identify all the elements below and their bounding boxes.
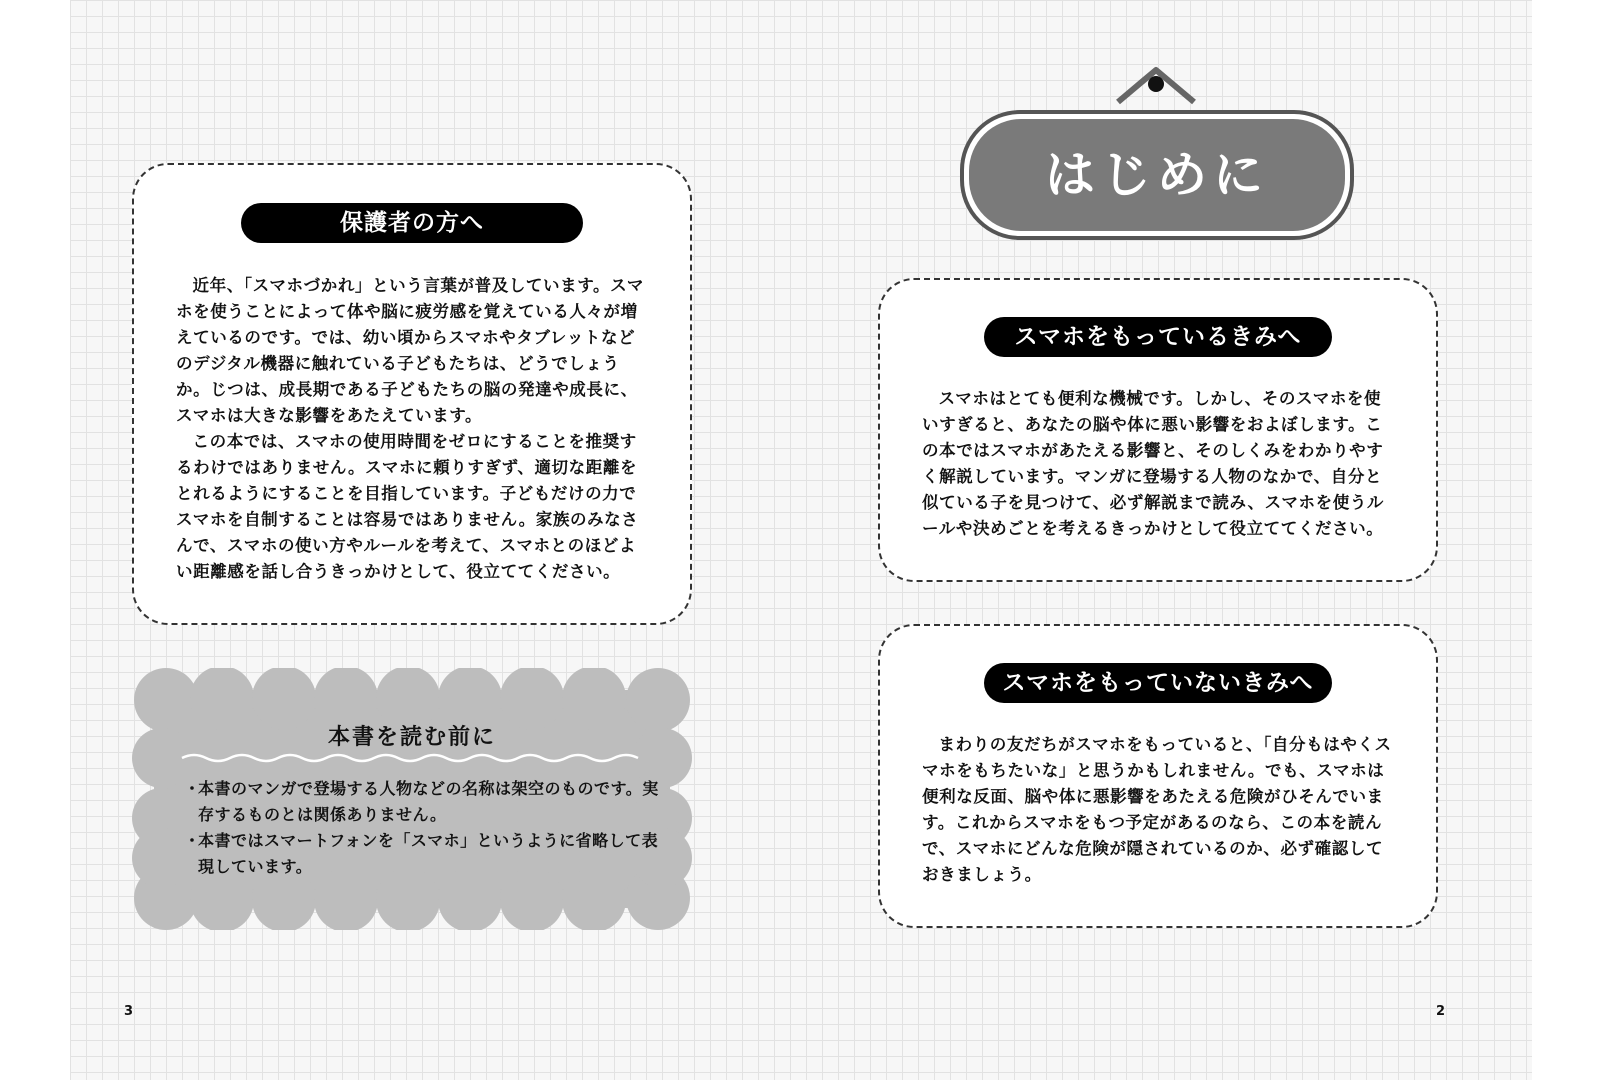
notes-list xyxy=(184,776,660,880)
notes-item xyxy=(184,776,660,828)
non-owner-message-box xyxy=(878,624,1438,928)
non-owner-body xyxy=(922,732,1398,888)
owner-paragraph: スマホはとても便利な機械です。しかし、そのスマホを使いすぎると、あなたの脳や体に悪い影響をおよぼします。この本ではスマホがあたえる影響と、そのしくみをわかりやすく解説しています。マンガに登場する人物のなかで、自分と似ている子を見つけて、必ず解説まで読み、スマホを使うルールや決めごとを考えるきっかけとして役立ててください。 xyxy=(922,389,1385,538)
owner-body xyxy=(922,386,1398,542)
sign-board xyxy=(960,110,1354,240)
guardian-paragraph-1: 近年、「スマホづかれ」という言葉が普及しています。スマホを使うことによって体や脳に疲労感を覚えている人々が増えているのです。では、幼い頃からスマホやタブレットなどのデジタル機器に触れている子どもたちは、どうでしょうか。じつは、成長期である子どもたちの脳の発達や成長に、スマホは大きな影響をあたえています。 xyxy=(176,276,644,425)
notes-item-text: 本書のマンガで登場する人物などの名称は架空のものです。実存するものとは関係ありません。 xyxy=(198,779,659,824)
guardian-heading: 保護者の方へ xyxy=(241,203,583,243)
bullet-icon: ・ xyxy=(184,779,201,798)
guardian-paragraph-2: この本では、スマホの使用時間をゼロにすることを推奨するわけではありません。スマホに頼りすぎず、適切な距離をとれるようにすることを目指しています。子どもだけの力でスマホを自制することは容易ではありません。家族のみなさんで、スマホの使い方やルールを考えて、スマホとのほどよい距離感を話し合うきっかけとして、役立ててください。 xyxy=(176,432,639,581)
guardian-body xyxy=(176,273,652,585)
book-spread xyxy=(70,0,1532,1080)
owner-message-box xyxy=(878,278,1438,582)
page-number-right: 2 xyxy=(1436,1004,1446,1019)
bullet-icon: ・ xyxy=(184,831,201,850)
notes-item-text: 本書ではスマートフォンを「スマホ」というように省略して表現しています。 xyxy=(198,831,659,876)
non-owner-paragraph: まわりの友だちがスマホをもっていると、「自分もはやくスマホをもちたいな」と思うかもしれません。でも、スマホは便利な反面、脳や体に悪影響をあたえる危険がひそんでいます。これからスマホをもつ予定があるのなら、この本を読んで、スマホにどんな危険が隠されているのか、必ず確認しておきましょう。 xyxy=(922,735,1392,884)
page-number-left: 3 xyxy=(124,1004,134,1019)
non-owner-heading: スマホをもっていないきみへ xyxy=(984,663,1332,703)
title-sign xyxy=(958,62,1358,246)
notes-heading: 本書を読む前に xyxy=(327,725,496,750)
owner-heading: スマホをもっているきみへ xyxy=(984,317,1332,357)
notes-panel xyxy=(132,668,692,930)
guardian-message-box xyxy=(132,163,692,625)
sign-title: はじめに xyxy=(969,119,1345,231)
notes-item xyxy=(184,828,660,880)
